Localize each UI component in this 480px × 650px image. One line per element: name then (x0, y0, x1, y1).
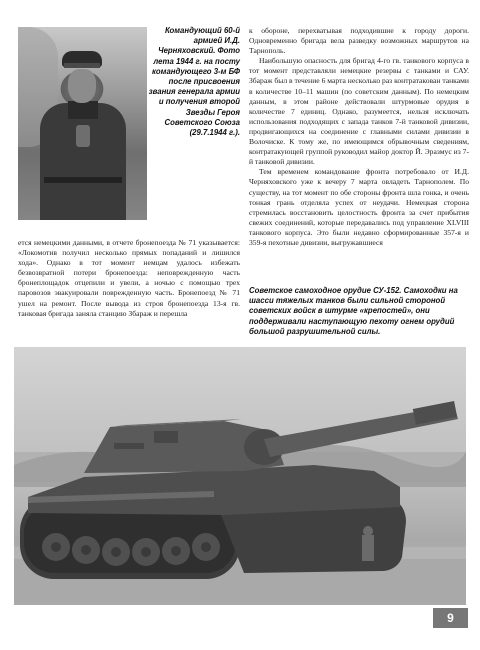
tank-photo (14, 347, 466, 605)
paragraph: Наибольшую опасность для бригад 4-го гв. танкового корпуса в тот момент представляли немецкие резервы с танками и САУ. Збараж был в течение 6 марта несколько раз контратакован танками в количестве 10–11 машин (по советским данным). По немецким данным, в этом районе действовали штурмовые орудия в количестве 7 единиц. Однако, разумеется, нельзя исключать использования подходящих с запада танков 7-й танковой дивизии, продвигающихся на соединение с главными силами дивизии в Волочиске. К тому же, по имеющимся обрывочным сведениям, контратакующей группой руководил майор доктор Й. Эразмус из 7-й танковой дивизии. (249, 56, 469, 167)
paragraph: ется немецкими данными, в отчете бронепоезда № 71 указывается: «Локомотив получил несколько прямых попаданий и лишился хода». Однако в тот момент немцам удалось избежать безвозвратной потери бронепоезда: неповрежденную часть бронеплощадок отцепили и увели, а ночью с помощью трех паровозов эвакуировали поврежденную часть. Бронепоезд № 71 ушел на ремонт. После вывода из строя бронепоезда 13-я гв. танковая бригада заняла станцию Збараж и перешла (18, 238, 240, 318)
portrait-photo (18, 27, 147, 220)
tank-caption: Советское самоходное орудие СУ-152. Самоходки на шасси тяжелых танков были сильной стороной советских войск в штурме «крепостей», они поддерживали наступающую пехоту огнем орудий большой разрушительной силы. (249, 286, 458, 336)
tank-illustration (14, 347, 466, 605)
paragraph: к обороне, перехватывая подходившие к городу дороги. Одновременно бригада вела разведку возможных маршрутов на Тарнополь. (249, 26, 469, 56)
page-number: 9 (433, 608, 468, 628)
paragraph: Тем временем командование фронта потребовало от И.Д. Черняховского уже к вечеру 7 марта овладеть Тарнополем. По существу, на тот момент по обе стороны фронта шла гонка, и очень тонкая грань отделяла успех от неудачи. Немецкая сторона стремилась восстановить целостность фронта за счет прибытия свежих соединений, которые передавались под управление XLVIII танкового корпуса. Это были недавно сформированные 357-я и 359-я пехотные дивизии, выгружавшиеся (249, 167, 469, 247)
right-column (249, 26, 469, 248)
left-column (18, 238, 240, 319)
portrait-caption: Командующий 60-й армией И.Д. Черняховский. Фото лета 1944 г. на посту командующего 3-м БФ после присвоения звания генерала армии и получения второй Звезды Героя Советского Союза (29.7.1944 г.). (148, 26, 240, 138)
